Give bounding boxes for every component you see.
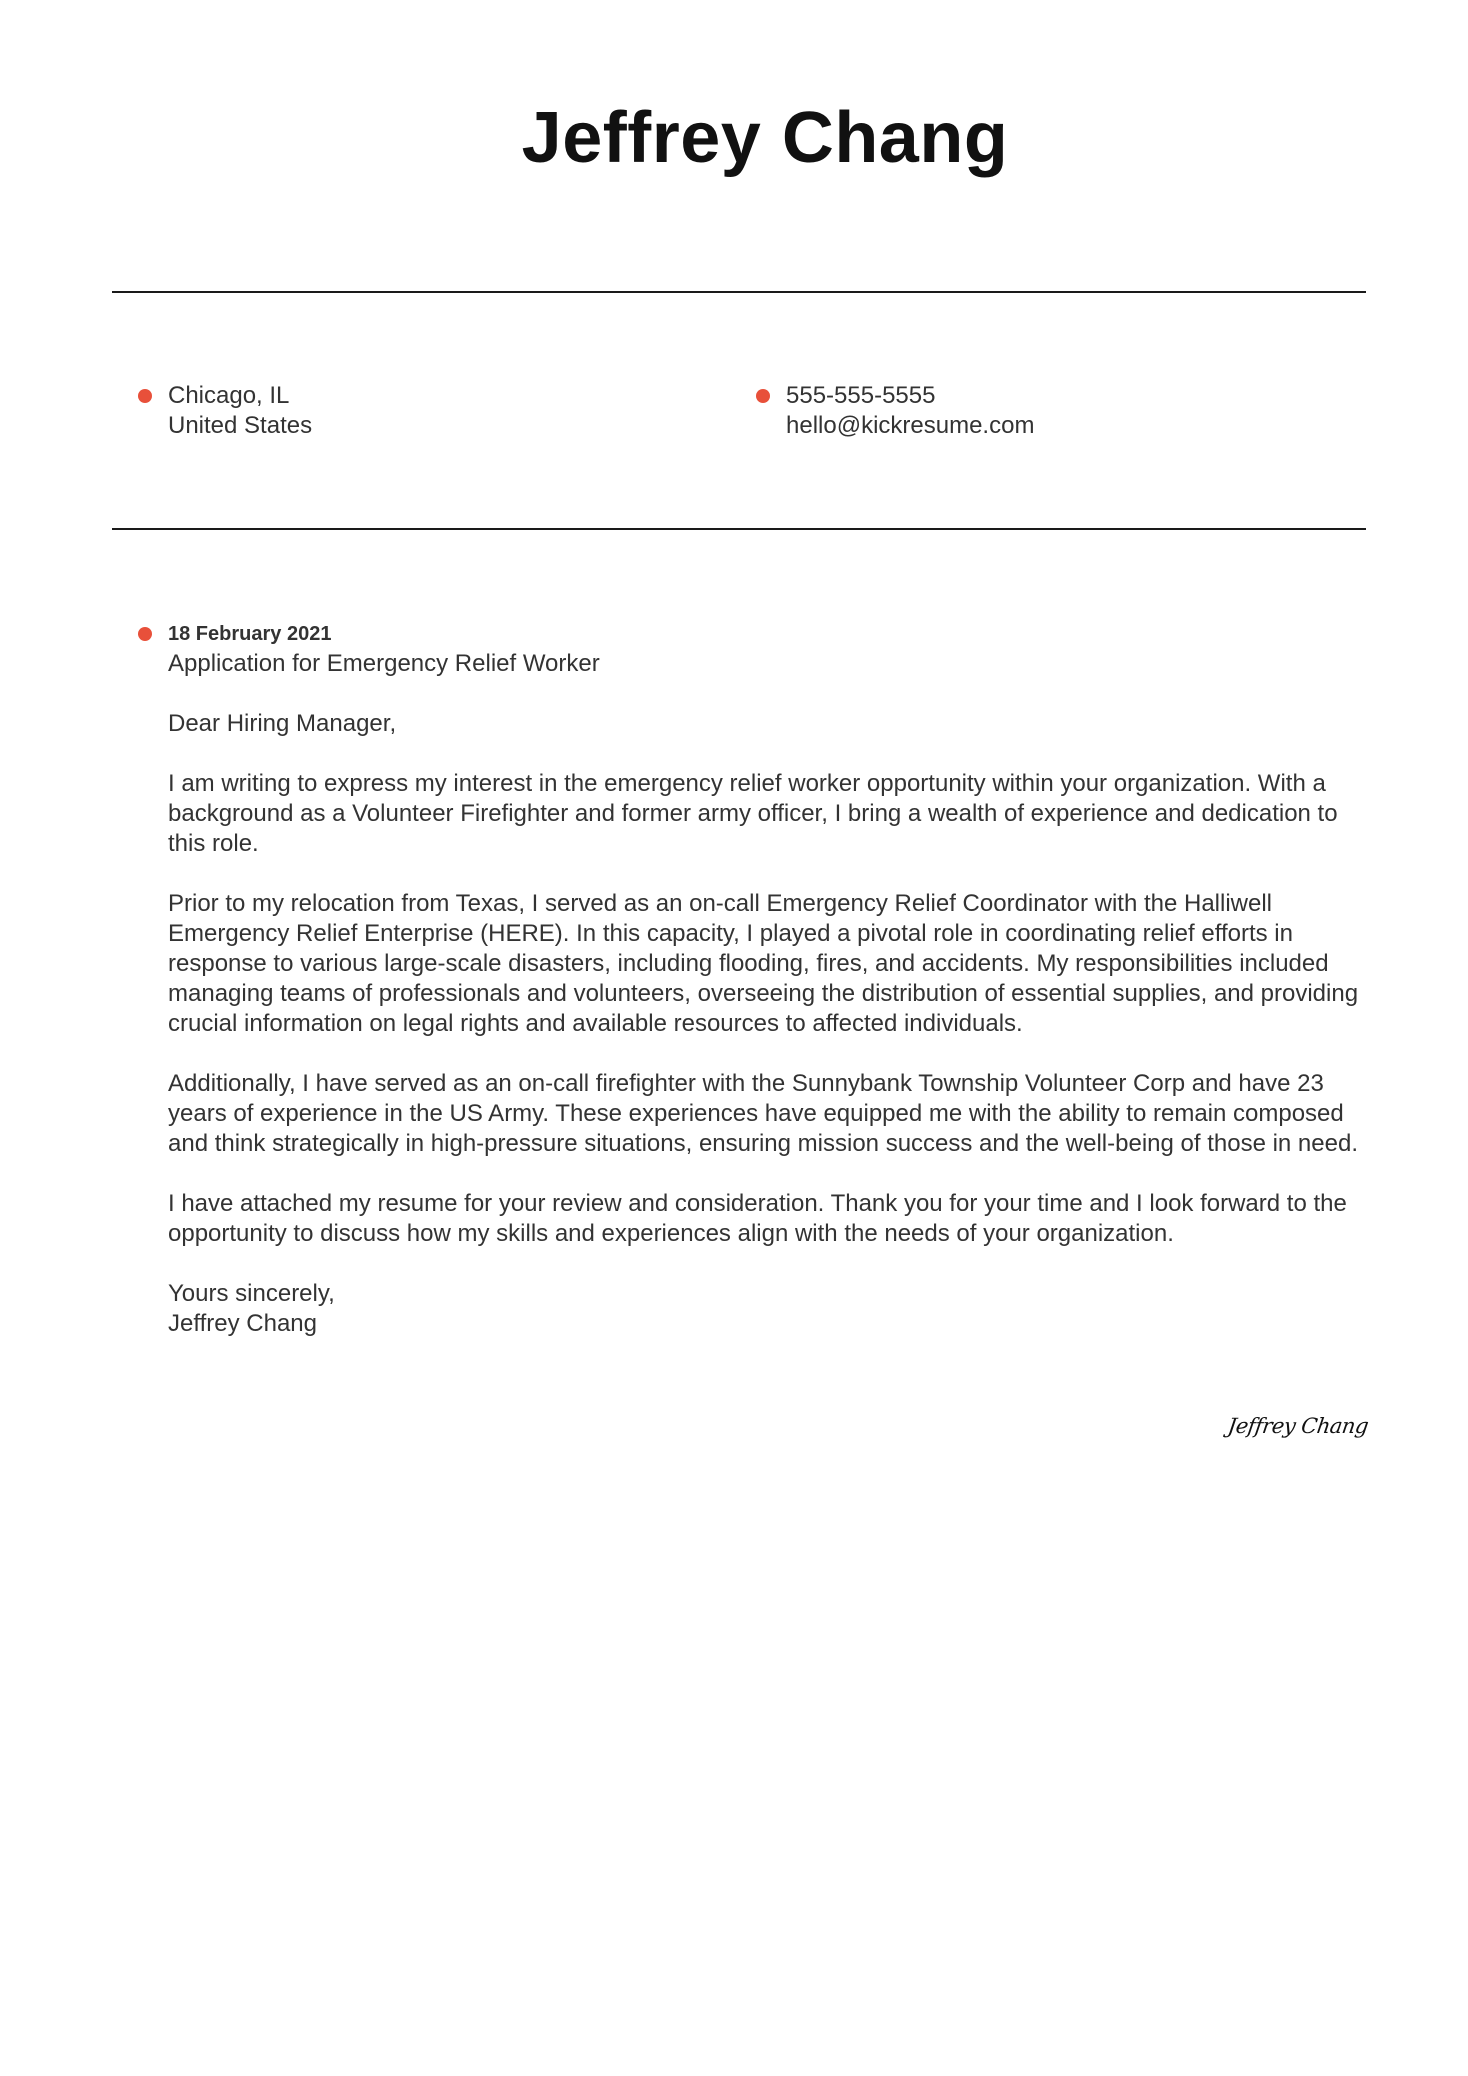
letter-paragraph: Prior to my relocation from Texas, I served as an on-call Emergency Relief Coordinator with the Halliwell Emergency Relief Enterprise (HERE). In this capacity, I played a pivotal role in coordinating relief efforts in response to various large-scale disasters, including flooding, fires, and accidents. My responsibilities included managing teams of professionals and volunteers, overseeing the distribution of essential supplies, and providing crucial information on legal rights and available resources to affected individuals. (168, 890, 1359, 1037)
top-divider (112, 291, 1366, 293)
letter-closing (168, 1279, 1368, 1339)
letter-subject: Application for Emergency Relief Worker (168, 650, 600, 677)
contact-block (786, 381, 1034, 441)
date-bullet-icon (138, 627, 152, 641)
address-city: Chicago, IL (168, 382, 290, 409)
letter-paragraph: Additionally, I have served as an on-call firefighter with the Sunnybank Township Volunteer Corp and have 23 years of experience in the US Army. These experiences have equipped me with the ability to remain composed and think strategically in high-pressure situations, ensuring mission success and the well-being of those in need. (168, 1070, 1358, 1157)
handwritten-signature: Jeffrey Chang (1226, 1414, 1370, 1438)
contact-bullet-icon (756, 389, 770, 403)
address-bullet-icon (138, 389, 152, 403)
phone-number: 555-555-5555 (786, 382, 936, 409)
letter-paragraph: I have attached my resume for your review and consideration. Thank you for your time and I look forward to the opportunity to discuss how my skills and experiences align with the needs of your organization. (168, 1190, 1347, 1247)
letter-salutation: Dear Hiring Manager, (168, 710, 397, 737)
signoff-name: Jeffrey Chang (168, 1310, 317, 1337)
address-country: United States (168, 412, 313, 439)
letter-paragraph: I am writing to express my interest in the emergency relief worker opportunity within your organization. With a background as a Volunteer Firefighter and former army officer, I bring a wealth of experience and dedication to this role. (168, 770, 1338, 857)
bottom-divider (112, 528, 1366, 530)
letter-date: 18 February 2021 (168, 623, 332, 645)
letter-body (168, 619, 1368, 1339)
address-block (168, 381, 312, 441)
page-title: Jeffrey Chang (521, 98, 1009, 178)
email-address: hello@kickresume.com (786, 412, 1035, 439)
closing-phrase: Yours sincerely, (168, 1280, 335, 1307)
